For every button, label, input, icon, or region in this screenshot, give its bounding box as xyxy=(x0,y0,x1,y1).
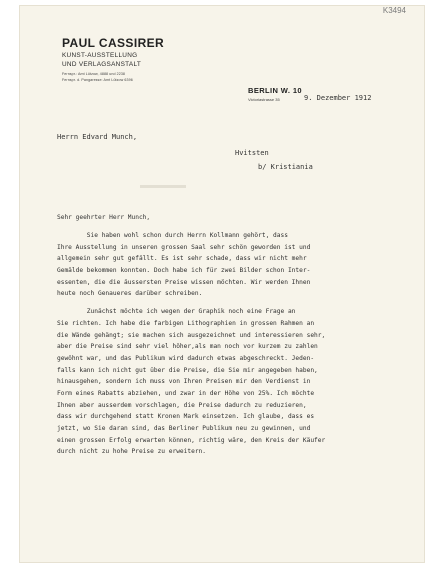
body-line: allgemein sehr gut gefällt. Es ist sehr schade, dass wir nicht mehr xyxy=(57,255,307,263)
recipient-name: Herrn Edvard Munch, xyxy=(57,133,138,141)
body-line: gewöhnt war, und das Publikum wird dadurch etwas abgeschreckt. Jeden- xyxy=(57,354,315,362)
body-line: einen grossen Erfolg erwarten können, richtig wäre, den Kreis der Käufer xyxy=(57,436,326,444)
archive-number: K3494 xyxy=(382,6,406,15)
letterhead-phone-2: Fernspr. d. Pangaresse: Amt Lützow 6396 xyxy=(62,78,133,82)
body-line: jetzt, wo Sie daran sind, das Berliner Publikum neu zu gewinnen, und xyxy=(57,425,311,432)
letterhead-phone-1: Fernspr.: Amt Lützow, 4888 und 2238 xyxy=(62,72,126,76)
letterhead-city: BERLIN W. 10 xyxy=(248,86,302,95)
body-line: aber die Preise sind sehr viel höher,als man noch vor kurzem zu zahlen xyxy=(57,343,318,351)
body-line: hinausgehen, sondern ich muss von Ihren Preisen mir den Verdienst in xyxy=(57,378,311,386)
body-line: Gemälde bekommen konnten. Doch habe ich für zwei Bilder schon Inter- xyxy=(57,267,311,275)
letter-page xyxy=(20,6,424,562)
body-line: falls kann ich nicht gut über die Preise, die Sie mir angegeben haben, xyxy=(57,366,318,374)
body-line: durch nicht zu hohe Preise zu erweitern. xyxy=(57,448,207,456)
letter-date: 9. Dezember 1912 xyxy=(304,94,372,102)
letterhead-line-1: KUNST-AUSSTELLUNG xyxy=(62,52,138,59)
letter-body xyxy=(57,230,407,458)
body-line: Form eines Rabatts abziehen, und zwar in der Höhe von 25%. Ich möchte xyxy=(57,389,315,397)
recipient-place: Hvitsten xyxy=(235,149,269,157)
faint-stamp-mark xyxy=(140,185,186,188)
body-line: Sie richten. Ich habe die farbigen Lithographien in grossen Rahmen an xyxy=(57,319,315,327)
body-line: Zunächst möchte ich wegen der Graphik noch eine Frage an xyxy=(57,308,296,316)
body-line: essenten, die die äussersten Preise wissen möchten. Wir werden Ihnen xyxy=(57,278,311,286)
letterhead-name: PAUL CASSIRER xyxy=(62,36,165,50)
body-line: Ihnen aber ausserdem vorschlagen, die Preise dadurch zu reduzieren, xyxy=(57,401,307,409)
paragraph-1 xyxy=(57,230,407,300)
salutation: Sehr geehrter Herr Munch, xyxy=(57,214,151,221)
body-line: Sie haben wohl schon durch Herrn Kollmann gehört, dass xyxy=(57,232,288,239)
body-line: heute noch Genaueres darüber schreiben. xyxy=(57,290,203,298)
body-line: dass wir durchgehend statt Kronen Mark einsetzen. Ich glaube, dass es xyxy=(57,413,315,421)
body-line: die Wände gehängt; sie machen sich ausgezeichnet und interessieren sehr, xyxy=(57,331,326,339)
paragraph-2 xyxy=(57,306,407,458)
recipient-region: b/ Kristiania xyxy=(258,163,313,171)
body-line: Ihre Ausstellung in unseren grossen Saal sehr schön geworden ist und xyxy=(57,243,311,251)
letterhead-line-2: UND VERLAGSANSTALT xyxy=(62,61,142,68)
letterhead-street: Victoriastrasse 35 xyxy=(248,97,280,102)
